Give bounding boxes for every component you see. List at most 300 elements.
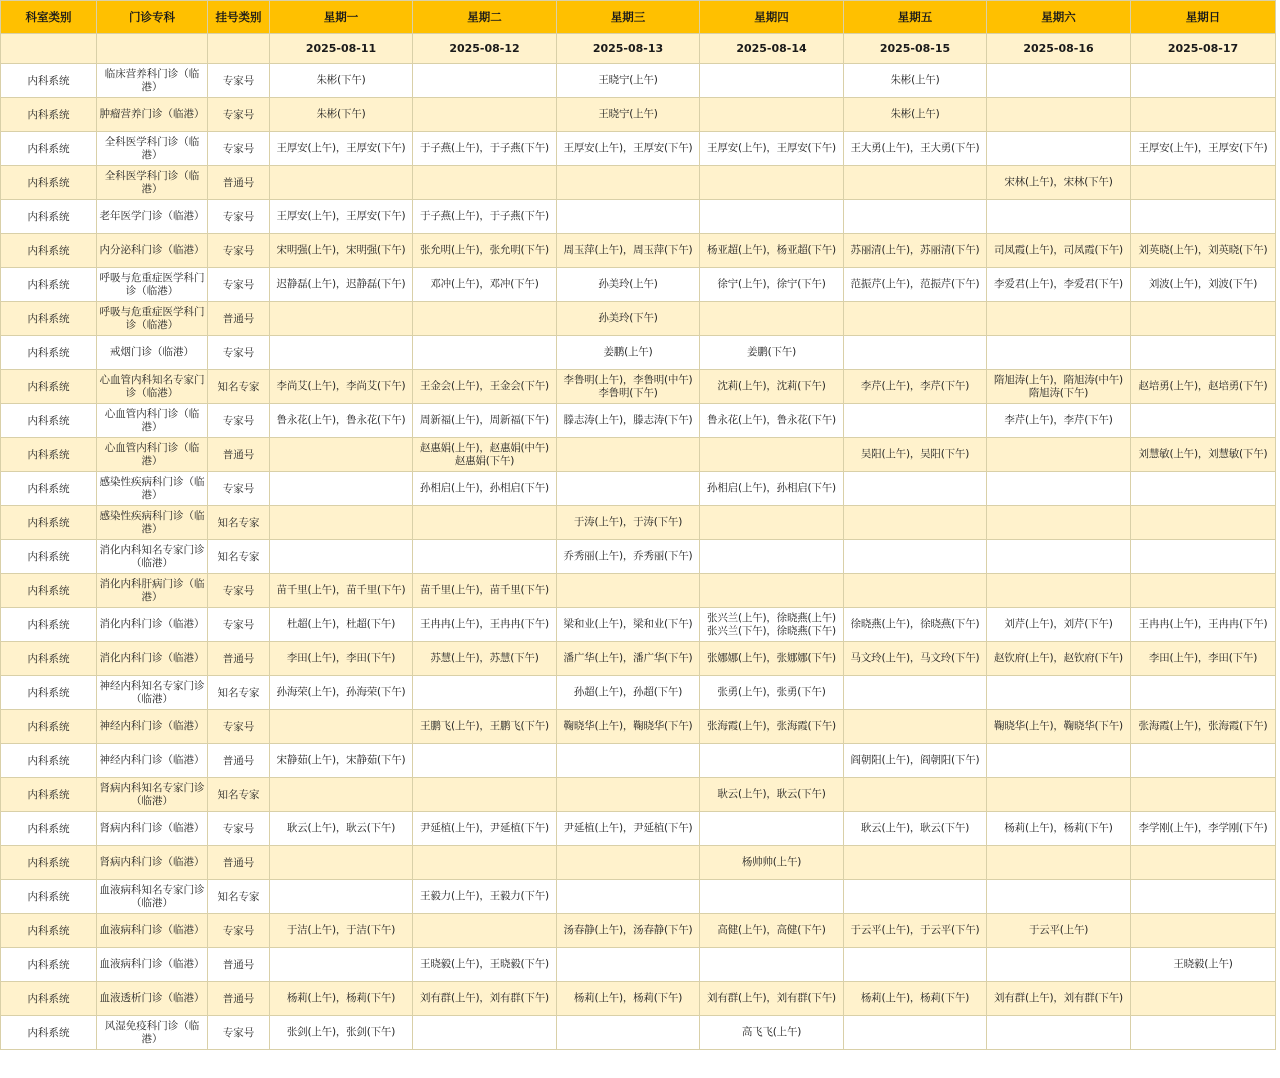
schedule-cell-sunday xyxy=(1131,846,1276,880)
schedule-cell-monday xyxy=(270,710,413,744)
schedule-cell-monday: 张剑(上午)，张剑(下午) xyxy=(270,1016,413,1050)
header-row xyxy=(1,1,1276,34)
schedule-cell-thursday: 高飞飞(上午) xyxy=(700,1016,844,1050)
schedule-cell-wednesday: 鞠晓华(上午)，鞠晓华(下午) xyxy=(557,710,700,744)
schedule-cell-tuesday: 王鹏飞(上午)，王鹏飞(下午) xyxy=(413,710,557,744)
registration-type-cell: 专家号 xyxy=(208,812,270,846)
clinic-specialty-cell: 消化内科肝病门诊（临港） xyxy=(97,574,208,608)
schedule-cell-saturday: 李芹(上午)，李芹(下午) xyxy=(987,404,1131,438)
schedule-cell-saturday xyxy=(987,98,1131,132)
department-category-cell: 内科系统 xyxy=(1,472,97,506)
table-row xyxy=(1,302,1276,336)
department-category-cell: 内科系统 xyxy=(1,64,97,98)
schedule-cell-wednesday xyxy=(557,438,700,472)
schedule-cell-monday: 杜超(上午)，杜超(下午) xyxy=(270,608,413,642)
table-row xyxy=(1,404,1276,438)
clinic-specialty-cell: 肾病内科门诊（临港） xyxy=(97,812,208,846)
schedule-cell-tuesday xyxy=(413,166,557,200)
schedule-cell-sunday: 刘慧敏(上午)，刘慧敏(下午) xyxy=(1131,438,1276,472)
clinic-specialty-cell: 血液病科知名专家门诊（临港） xyxy=(97,880,208,914)
schedule-cell-wednesday: 梁和业(上午)，梁和业(下午) xyxy=(557,608,700,642)
table-row xyxy=(1,98,1276,132)
schedule-cell-tuesday: 王晓毅(上午)，王晓毅(下午) xyxy=(413,948,557,982)
schedule-cell-tuesday: 刘有群(上午)，刘有群(下午) xyxy=(413,982,557,1016)
clinic-specialty-cell: 呼吸与危重症医学科门诊（临港） xyxy=(97,268,208,302)
schedule-cell-wednesday: 于涛(上午)，于涛(下午) xyxy=(557,506,700,540)
date-cell-blank xyxy=(97,34,208,64)
registration-type-cell: 专家号 xyxy=(208,608,270,642)
schedule-cell-saturday: 于云平(上午) xyxy=(987,914,1131,948)
schedule-cell-thursday: 杨亚超(上午)，杨亚超(下午) xyxy=(700,234,844,268)
schedule-cell-monday: 王厚安(上午)，王厚安(下午) xyxy=(270,132,413,166)
clinic-specialty-cell: 神经内科门诊（临港） xyxy=(97,710,208,744)
schedule-cell-friday xyxy=(844,200,987,234)
schedule-cell-monday xyxy=(270,540,413,574)
schedule-cell-tuesday xyxy=(413,846,557,880)
table-row xyxy=(1,472,1276,506)
schedule-cell-monday: 朱彬(下午) xyxy=(270,98,413,132)
table-row xyxy=(1,676,1276,710)
schedule-cell-friday: 王大勇(上午)，王大勇(下午) xyxy=(844,132,987,166)
schedule-cell-sunday xyxy=(1131,880,1276,914)
schedule-cell-monday: 李尚艾(上午)，李尚艾(下午) xyxy=(270,370,413,404)
table-row xyxy=(1,880,1276,914)
schedule-cell-friday xyxy=(844,472,987,506)
department-category-cell: 内科系统 xyxy=(1,540,97,574)
schedule-cell-tuesday xyxy=(413,778,557,812)
table-row xyxy=(1,710,1276,744)
department-category-cell: 内科系统 xyxy=(1,404,97,438)
col-header-registration-type: 挂号类别 xyxy=(208,1,270,34)
schedule-cell-saturday xyxy=(987,676,1131,710)
col-header-sunday: 星期日 xyxy=(1131,1,1276,34)
schedule-cell-monday: 苗千里(上午)，苗千里(下午) xyxy=(270,574,413,608)
department-category-cell: 内科系统 xyxy=(1,200,97,234)
date-monday: 2025-08-11 xyxy=(270,34,413,64)
schedule-cell-thursday xyxy=(700,166,844,200)
schedule-cell-friday xyxy=(844,166,987,200)
schedule-cell-thursday xyxy=(700,438,844,472)
registration-type-cell: 专家号 xyxy=(208,1016,270,1050)
registration-type-cell: 专家号 xyxy=(208,710,270,744)
schedule-cell-thursday: 鲁永花(上午)，鲁永花(下午) xyxy=(700,404,844,438)
table-row xyxy=(1,1016,1276,1050)
schedule-cell-friday: 朱彬(上午) xyxy=(844,64,987,98)
table-row xyxy=(1,166,1276,200)
schedule-cell-sunday xyxy=(1131,744,1276,778)
schedule-cell-sunday: 刘波(上午)，刘波(下午) xyxy=(1131,268,1276,302)
registration-type-cell: 知名专家 xyxy=(208,540,270,574)
schedule-cell-saturday xyxy=(987,778,1131,812)
schedule-cell-wednesday: 汤春静(上午)，汤春静(下午) xyxy=(557,914,700,948)
clinic-specialty-cell: 神经内科知名专家门诊（临港） xyxy=(97,676,208,710)
schedule-cell-friday xyxy=(844,948,987,982)
schedule-cell-wednesday xyxy=(557,200,700,234)
schedule-cell-wednesday: 滕志涛(上午)，滕志涛(下午) xyxy=(557,404,700,438)
schedule-cell-tuesday xyxy=(413,540,557,574)
schedule-cell-monday xyxy=(270,506,413,540)
schedule-cell-tuesday xyxy=(413,98,557,132)
schedule-cell-saturday: 杨莉(上午)，杨莉(下午) xyxy=(987,812,1131,846)
schedule-cell-thursday: 张海霞(上午)，张海霞(下午) xyxy=(700,710,844,744)
schedule-cell-monday: 李田(上午)，李田(下午) xyxy=(270,642,413,676)
schedule-cell-tuesday: 苗千里(上午)，苗千里(下午) xyxy=(413,574,557,608)
date-tuesday: 2025-08-12 xyxy=(413,34,557,64)
schedule-cell-tuesday: 王冉冉(上午)，王冉冉(下午) xyxy=(413,608,557,642)
department-category-cell: 内科系统 xyxy=(1,914,97,948)
schedule-cell-friday xyxy=(844,404,987,438)
schedule-cell-tuesday: 苏慧(上午)，苏慧(下午) xyxy=(413,642,557,676)
schedule-body xyxy=(1,64,1276,1050)
table-row xyxy=(1,200,1276,234)
schedule-cell-wednesday: 杨莉(上午)，杨莉(下午) xyxy=(557,982,700,1016)
col-header-tuesday: 星期二 xyxy=(413,1,557,34)
schedule-cell-saturday xyxy=(987,132,1131,166)
schedule-cell-monday xyxy=(270,302,413,336)
table-row xyxy=(1,64,1276,98)
schedule-cell-thursday xyxy=(700,812,844,846)
schedule-cell-thursday: 高健(上午)，高健(下午) xyxy=(700,914,844,948)
clinic-specialty-cell: 风湿免疫科门诊（临港） xyxy=(97,1016,208,1050)
table-row xyxy=(1,438,1276,472)
schedule-cell-wednesday xyxy=(557,880,700,914)
schedule-cell-sunday xyxy=(1131,64,1276,98)
schedule-cell-tuesday xyxy=(413,744,557,778)
schedule-cell-friday xyxy=(844,1016,987,1050)
schedule-cell-wednesday: 尹延植(上午)，尹延植(下午) xyxy=(557,812,700,846)
department-category-cell: 内科系统 xyxy=(1,710,97,744)
department-category-cell: 内科系统 xyxy=(1,982,97,1016)
department-category-cell: 内科系统 xyxy=(1,812,97,846)
date-cell-blank xyxy=(1,34,97,64)
schedule-cell-saturday: 隋旭涛(上午)，隋旭涛(中午) 隋旭涛(下午) xyxy=(987,370,1131,404)
col-header-wednesday: 星期三 xyxy=(557,1,700,34)
registration-type-cell: 专家号 xyxy=(208,336,270,370)
registration-type-cell: 专家号 xyxy=(208,914,270,948)
clinic-specialty-cell: 心血管内科知名专家门诊（临港） xyxy=(97,370,208,404)
schedule-cell-friday: 于云平(上午)，于云平(下午) xyxy=(844,914,987,948)
schedule-cell-tuesday xyxy=(413,64,557,98)
registration-type-cell: 专家号 xyxy=(208,200,270,234)
schedule-cell-wednesday: 姜鹏(上午) xyxy=(557,336,700,370)
schedule-cell-monday: 宋静茹(上午)，宋静茹(下午) xyxy=(270,744,413,778)
schedule-cell-sunday xyxy=(1131,506,1276,540)
table-row xyxy=(1,812,1276,846)
schedule-cell-wednesday: 乔秀丽(上午)，乔秀丽(下午) xyxy=(557,540,700,574)
schedule-cell-thursday: 耿云(上午)，耿云(下午) xyxy=(700,778,844,812)
schedule-cell-thursday: 沈莉(上午)，沈莉(下午) xyxy=(700,370,844,404)
schedule-cell-tuesday: 尹延植(上午)，尹延植(下午) xyxy=(413,812,557,846)
schedule-cell-thursday: 张兴兰(上午)，徐晓燕(上午) 张兴兰(下午)，徐晓燕(下午) xyxy=(700,608,844,642)
schedule-cell-wednesday xyxy=(557,948,700,982)
schedule-cell-wednesday: 王厚安(上午)，王厚安(下午) xyxy=(557,132,700,166)
schedule-cell-sunday xyxy=(1131,404,1276,438)
schedule-cell-sunday: 王厚安(上午)，王厚安(下午) xyxy=(1131,132,1276,166)
schedule-cell-tuesday: 于子燕(上午)，于子燕(下午) xyxy=(413,132,557,166)
clinic-specialty-cell: 消化内科门诊（临港） xyxy=(97,608,208,642)
schedule-cell-wednesday xyxy=(557,778,700,812)
clinic-specialty-cell: 肾病内科门诊（临港） xyxy=(97,846,208,880)
col-header-monday: 星期一 xyxy=(270,1,413,34)
schedule-cell-thursday xyxy=(700,574,844,608)
department-category-cell: 内科系统 xyxy=(1,302,97,336)
schedule-cell-saturday: 李爱君(上午)，李爱君(下午) xyxy=(987,268,1131,302)
table-row xyxy=(1,948,1276,982)
schedule-cell-wednesday xyxy=(557,574,700,608)
schedule-cell-friday: 吴阳(上午)，吴阳(下午) xyxy=(844,438,987,472)
schedule-cell-tuesday: 王金会(上午)，王金会(下午) xyxy=(413,370,557,404)
schedule-cell-wednesday: 孙美玲(下午) xyxy=(557,302,700,336)
table-row xyxy=(1,608,1276,642)
schedule-cell-friday xyxy=(844,540,987,574)
schedule-cell-thursday: 孙相启(上午)，孙相启(下午) xyxy=(700,472,844,506)
registration-type-cell: 专家号 xyxy=(208,98,270,132)
schedule-cell-wednesday xyxy=(557,166,700,200)
schedule-cell-thursday xyxy=(700,98,844,132)
registration-type-cell: 专家号 xyxy=(208,234,270,268)
schedule-cell-sunday xyxy=(1131,166,1276,200)
schedule-cell-monday: 孙海荣(上午)，孙海荣(下午) xyxy=(270,676,413,710)
clinic-specialty-cell: 感染性疾病科门诊（临港） xyxy=(97,472,208,506)
registration-type-cell: 知名专家 xyxy=(208,370,270,404)
schedule-cell-wednesday xyxy=(557,472,700,506)
schedule-cell-friday xyxy=(844,302,987,336)
table-row xyxy=(1,982,1276,1016)
table-row xyxy=(1,234,1276,268)
table-row xyxy=(1,744,1276,778)
schedule-cell-friday: 马文玲(上午)，马文玲(下午) xyxy=(844,642,987,676)
schedule-cell-thursday: 刘有群(上午)，刘有群(下午) xyxy=(700,982,844,1016)
clinic-specialty-cell: 消化内科门诊（临港） xyxy=(97,642,208,676)
registration-type-cell: 普通号 xyxy=(208,166,270,200)
col-header-thursday: 星期四 xyxy=(700,1,844,34)
clinic-specialty-cell: 感染性疾病科门诊（临港） xyxy=(97,506,208,540)
schedule-cell-sunday xyxy=(1131,200,1276,234)
schedule-cell-sunday xyxy=(1131,472,1276,506)
schedule-cell-thursday xyxy=(700,302,844,336)
schedule-cell-sunday: 王冉冉(上午)，王冉冉(下午) xyxy=(1131,608,1276,642)
schedule-cell-friday: 苏丽清(上午)，苏丽清(下午) xyxy=(844,234,987,268)
schedule-cell-saturday xyxy=(987,200,1131,234)
schedule-cell-thursday xyxy=(700,200,844,234)
department-category-cell: 内科系统 xyxy=(1,1016,97,1050)
schedule-cell-tuesday: 周新福(上午)，周新福(下午) xyxy=(413,404,557,438)
schedule-cell-tuesday: 邓冲(上午)，邓冲(下午) xyxy=(413,268,557,302)
schedule-cell-friday xyxy=(844,710,987,744)
schedule-cell-monday: 耿云(上午)，耿云(下午) xyxy=(270,812,413,846)
schedule-cell-wednesday: 王晓宁(上午) xyxy=(557,98,700,132)
schedule-cell-saturday xyxy=(987,880,1131,914)
schedule-cell-thursday: 姜鹏(下午) xyxy=(700,336,844,370)
clinic-specialty-cell: 内分泌科门诊（临港） xyxy=(97,234,208,268)
schedule-cell-tuesday xyxy=(413,676,557,710)
schedule-cell-sunday: 李田(上午)，李田(下午) xyxy=(1131,642,1276,676)
schedule-cell-friday: 朱彬(上午) xyxy=(844,98,987,132)
department-category-cell: 内科系统 xyxy=(1,574,97,608)
registration-type-cell: 专家号 xyxy=(208,472,270,506)
table-row xyxy=(1,574,1276,608)
col-header-saturday: 星期六 xyxy=(987,1,1131,34)
schedule-cell-saturday xyxy=(987,302,1131,336)
department-category-cell: 内科系统 xyxy=(1,642,97,676)
department-category-cell: 内科系统 xyxy=(1,370,97,404)
registration-type-cell: 专家号 xyxy=(208,404,270,438)
schedule-cell-thursday xyxy=(700,744,844,778)
schedule-cell-tuesday xyxy=(413,506,557,540)
clinic-specialty-cell: 戒烟门诊（临港） xyxy=(97,336,208,370)
schedule-cell-saturday: 宋林(上午)，宋林(下午) xyxy=(987,166,1131,200)
department-category-cell: 内科系统 xyxy=(1,778,97,812)
schedule-cell-monday: 宋明强(上午)，宋明强(下午) xyxy=(270,234,413,268)
date-saturday: 2025-08-16 xyxy=(987,34,1131,64)
department-category-cell: 内科系统 xyxy=(1,744,97,778)
schedule-cell-saturday: 刘芹(上午)，刘芹(下午) xyxy=(987,608,1131,642)
schedule-cell-monday xyxy=(270,948,413,982)
schedule-cell-sunday: 张海霞(上午)，张海霞(下午) xyxy=(1131,710,1276,744)
schedule-cell-saturday: 赵钦府(上午)，赵钦府(下午) xyxy=(987,642,1131,676)
clinic-specialty-cell: 肿瘤营养门诊（临港） xyxy=(97,98,208,132)
table-row xyxy=(1,540,1276,574)
table-row xyxy=(1,268,1276,302)
schedule-cell-friday: 范振芹(上午)，范振芹(下午) xyxy=(844,268,987,302)
department-category-cell: 内科系统 xyxy=(1,676,97,710)
schedule-cell-friday xyxy=(844,574,987,608)
table-row xyxy=(1,642,1276,676)
schedule-cell-monday xyxy=(270,166,413,200)
schedule-cell-tuesday xyxy=(413,336,557,370)
date-thursday: 2025-08-14 xyxy=(700,34,844,64)
table-row xyxy=(1,846,1276,880)
schedule-cell-monday xyxy=(270,472,413,506)
schedule-cell-sunday xyxy=(1131,676,1276,710)
table-row xyxy=(1,778,1276,812)
date-row xyxy=(1,34,1276,64)
clinic-specialty-cell: 血液病科门诊（临港） xyxy=(97,914,208,948)
schedule-cell-friday: 杨莉(上午)，杨莉(下午) xyxy=(844,982,987,1016)
registration-type-cell: 普通号 xyxy=(208,302,270,336)
schedule-cell-thursday xyxy=(700,948,844,982)
registration-type-cell: 普通号 xyxy=(208,438,270,472)
schedule-cell-friday xyxy=(844,336,987,370)
schedule-cell-monday xyxy=(270,880,413,914)
department-category-cell: 内科系统 xyxy=(1,268,97,302)
schedule-cell-monday: 于洁(上午)，于洁(下午) xyxy=(270,914,413,948)
schedule-cell-tuesday: 王毅力(上午)，王毅力(下午) xyxy=(413,880,557,914)
department-category-cell: 内科系统 xyxy=(1,608,97,642)
table-row xyxy=(1,132,1276,166)
schedule-cell-wednesday xyxy=(557,846,700,880)
registration-type-cell: 普通号 xyxy=(208,642,270,676)
department-category-cell: 内科系统 xyxy=(1,234,97,268)
schedule-cell-monday: 杨莉(上午)，杨莉(下午) xyxy=(270,982,413,1016)
schedule-cell-tuesday xyxy=(413,1016,557,1050)
schedule-cell-saturday xyxy=(987,438,1131,472)
schedule-cell-thursday: 王厚安(上午)，王厚安(下午) xyxy=(700,132,844,166)
clinic-specialty-cell: 心血管内科门诊（临港） xyxy=(97,438,208,472)
registration-type-cell: 知名专家 xyxy=(208,778,270,812)
schedule-cell-wednesday xyxy=(557,744,700,778)
schedule-cell-sunday xyxy=(1131,336,1276,370)
schedule-cell-monday xyxy=(270,846,413,880)
schedule-cell-monday xyxy=(270,778,413,812)
schedule-cell-saturday: 司凤霞(上午)，司凤霞(下午) xyxy=(987,234,1131,268)
schedule-cell-sunday: 王晓毅(上午) xyxy=(1131,948,1276,982)
department-category-cell: 内科系统 xyxy=(1,506,97,540)
schedule-cell-thursday xyxy=(700,64,844,98)
registration-type-cell: 专家号 xyxy=(208,574,270,608)
schedule-cell-wednesday: 王晓宁(上午) xyxy=(557,64,700,98)
schedule-cell-sunday: 刘英晓(上午)，刘英晓(下午) xyxy=(1131,234,1276,268)
registration-type-cell: 专家号 xyxy=(208,64,270,98)
schedule-cell-saturday xyxy=(987,574,1131,608)
schedule-cell-saturday xyxy=(987,1016,1131,1050)
date-sunday: 2025-08-17 xyxy=(1131,34,1276,64)
department-category-cell: 内科系统 xyxy=(1,438,97,472)
schedule-cell-monday xyxy=(270,336,413,370)
schedule-cell-wednesday: 潘广华(上午)，潘广华(下午) xyxy=(557,642,700,676)
registration-type-cell: 专家号 xyxy=(208,132,270,166)
schedule-cell-sunday xyxy=(1131,98,1276,132)
schedule-cell-friday: 徐晓燕(上午)，徐晓燕(下午) xyxy=(844,608,987,642)
department-category-cell: 内科系统 xyxy=(1,336,97,370)
schedule-cell-saturday xyxy=(987,846,1131,880)
schedule-cell-wednesday: 孙超(上午)，孙超(下午) xyxy=(557,676,700,710)
schedule-cell-friday: 李芹(上午)，李芹(下午) xyxy=(844,370,987,404)
date-friday: 2025-08-15 xyxy=(844,34,987,64)
schedule-cell-friday: 阎朝阳(上午)，阎朝阳(下午) xyxy=(844,744,987,778)
clinic-specialty-cell: 肾病内科知名专家门诊（临港） xyxy=(97,778,208,812)
col-header-friday: 星期五 xyxy=(844,1,987,34)
schedule-cell-sunday xyxy=(1131,982,1276,1016)
schedule-cell-sunday xyxy=(1131,1016,1276,1050)
registration-type-cell: 普通号 xyxy=(208,846,270,880)
department-category-cell: 内科系统 xyxy=(1,132,97,166)
schedule-cell-thursday: 张娜娜(上午)，张娜娜(下午) xyxy=(700,642,844,676)
clinic-specialty-cell: 血液病科门诊（临港） xyxy=(97,948,208,982)
schedule-cell-tuesday xyxy=(413,302,557,336)
col-header-category: 科室类别 xyxy=(1,1,97,34)
schedule-cell-thursday: 徐宁(上午)，徐宁(下午) xyxy=(700,268,844,302)
schedule-cell-thursday xyxy=(700,880,844,914)
clinic-specialty-cell: 全科医学科门诊（临港） xyxy=(97,166,208,200)
date-wednesday: 2025-08-13 xyxy=(557,34,700,64)
schedule-cell-wednesday xyxy=(557,1016,700,1050)
schedule-cell-tuesday xyxy=(413,914,557,948)
date-cell-blank xyxy=(208,34,270,64)
schedule-cell-friday xyxy=(844,778,987,812)
schedule-cell-friday xyxy=(844,676,987,710)
schedule-cell-sunday: 李学刚(上午)，李学刚(下午) xyxy=(1131,812,1276,846)
schedule-cell-monday: 朱彬(下午) xyxy=(270,64,413,98)
registration-type-cell: 普通号 xyxy=(208,744,270,778)
clinic-specialty-cell: 神经内科门诊（临港） xyxy=(97,744,208,778)
schedule-cell-tuesday: 孙相启(上午)，孙相启(下午) xyxy=(413,472,557,506)
registration-type-cell: 普通号 xyxy=(208,948,270,982)
registration-type-cell: 知名专家 xyxy=(208,676,270,710)
department-category-cell: 内科系统 xyxy=(1,98,97,132)
schedule-cell-saturday xyxy=(987,64,1131,98)
table-row xyxy=(1,370,1276,404)
schedule-cell-monday: 迟静磊(上午)，迟静磊(下午) xyxy=(270,268,413,302)
clinic-specialty-cell: 心血管内科门诊（临港） xyxy=(97,404,208,438)
schedule-cell-sunday xyxy=(1131,302,1276,336)
schedule-cell-saturday xyxy=(987,506,1131,540)
department-category-cell: 内科系统 xyxy=(1,166,97,200)
schedule-cell-sunday xyxy=(1131,914,1276,948)
clinic-specialty-cell: 老年医学门诊（临港） xyxy=(97,200,208,234)
schedule-cell-sunday xyxy=(1131,540,1276,574)
schedule-cell-saturday xyxy=(987,540,1131,574)
